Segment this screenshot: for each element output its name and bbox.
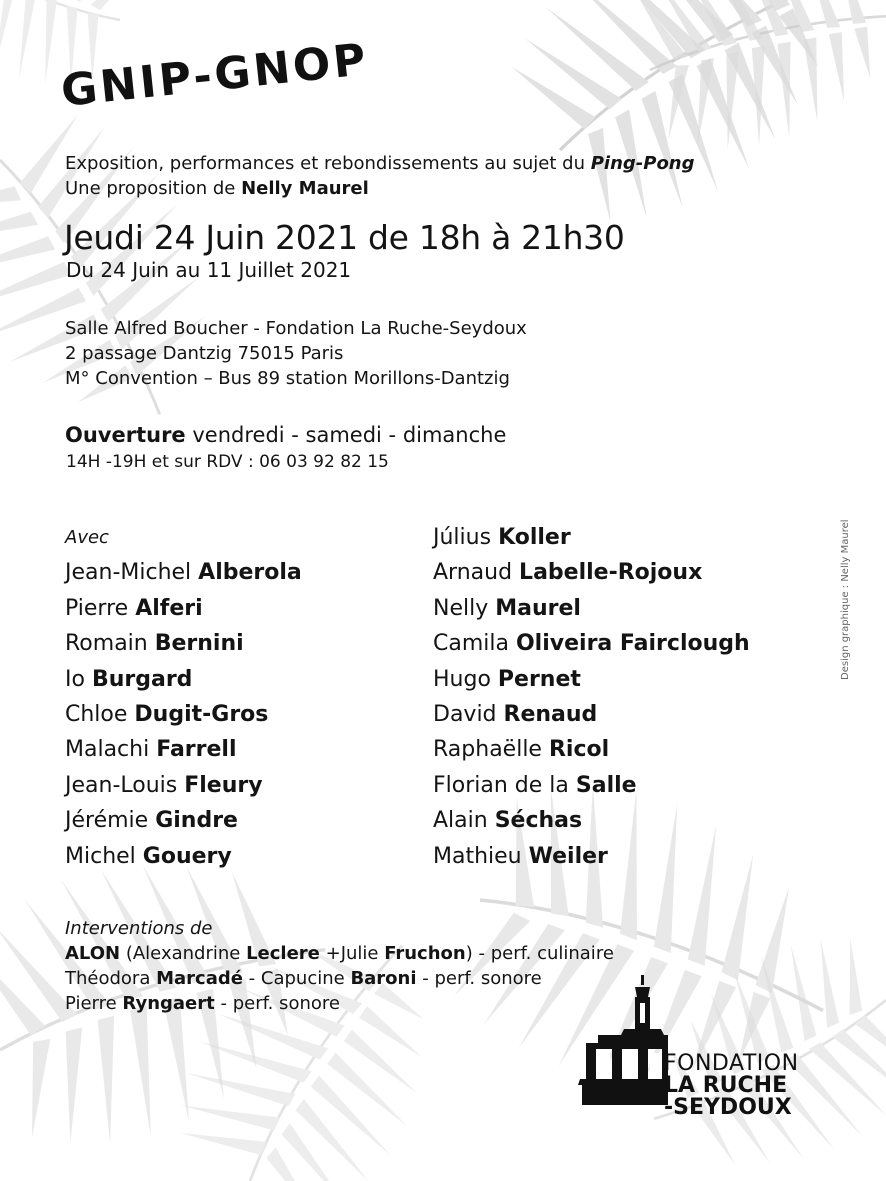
artist-list-item: Malachi Farrell: [65, 737, 237, 763]
artist-list-item: Nelly Maurel: [433, 595, 581, 621]
date-range: Du 24 Juin au 11 Juillet 2021: [66, 258, 352, 282]
curator-name: Nelly Maurel: [241, 178, 369, 199]
fondation-logo: [578, 975, 828, 1125]
logo-line-2: LA RUCHE: [664, 1073, 788, 1098]
opening-date: Jeudi 24 Juin 2021 de 18h à 21h30: [64, 218, 625, 257]
proposal-text: Une proposition de: [65, 178, 242, 199]
artist-list-item: Alain Séchas: [433, 808, 583, 834]
opening-days-text: vendredi - samedi - dimanche: [185, 423, 507, 447]
artist-list-item: Romain Bernini: [65, 631, 244, 657]
opening-hours: 14H -19H et sur RDV : 06 03 92 82 15: [66, 452, 389, 472]
artist-list-item: Hugo Pernet: [433, 666, 581, 692]
artist-list-item: Jean-Louis Fleury: [65, 772, 263, 798]
logo-line-1: FONDATION: [664, 1051, 799, 1076]
artist-list-item: David Renaud: [433, 702, 598, 728]
artist-list-item: Jean-Michel Alberola: [65, 560, 302, 586]
artists-heading: Avec: [65, 527, 109, 548]
venue-name: Salle Alfred Boucher - Fondation La Ruche-Seydoux: [65, 318, 527, 339]
logo-line-3: -SEYDOUX: [664, 1095, 792, 1120]
logo-text: [664, 1053, 799, 1119]
subtitle-line-1: [65, 151, 695, 176]
artist-list-item: Florian de la Salle: [433, 772, 637, 798]
subtitle: [65, 151, 695, 201]
interventions-block: [65, 916, 614, 1016]
intervention-line-3: Pierre Ryngaert - perf. sonore: [65, 993, 340, 1014]
artist-list-item: Raphaëlle Ricol: [433, 737, 610, 763]
interventions-heading: Interventions de: [65, 918, 213, 939]
street-address: 2 passage Dantzig 75015 Paris: [65, 343, 344, 364]
artist-list-item: Jérémie Gindre: [65, 808, 238, 834]
transport-info: M° Convention – Bus 89 station Morillons-Dantzig: [65, 368, 510, 389]
artist-list-item: Július Koller: [433, 525, 571, 550]
artist-list-item: Mathieu Weiler: [433, 843, 608, 869]
subtitle-line-2: [65, 176, 695, 201]
opening-days: [65, 423, 506, 447]
subtitle-text: Exposition, performances et rebondissements au sujet du: [65, 153, 591, 174]
artist-list-item: Michel Gouery: [65, 843, 232, 869]
artist-list-item: Io Burgard: [65, 666, 193, 692]
beehive-building-icon: [578, 975, 668, 1107]
intervention-line-1: ALON (Alexandrine Leclere +Julie Fruchon) - perf. culinaire: [65, 943, 614, 964]
address-block: [65, 316, 527, 391]
artist-list-item: Camila Oliveira Fairclough: [433, 631, 750, 657]
artist-list-item: Pierre Alferi: [65, 595, 203, 621]
subtitle-emphasis: Ping-Pong: [590, 153, 695, 174]
artist-list-column-1: [65, 520, 302, 874]
design-credit: Design graphique : Nelly Maurel: [840, 519, 851, 680]
intervention-line-2: Théodora Marcadé - Capucine Baroni - perf. sonore: [65, 968, 542, 989]
opening-label: Ouverture: [65, 423, 186, 447]
exhibition-title: GNIP-GNOP: [58, 34, 371, 117]
artist-list-item: Arnaud Labelle-Rojoux: [433, 560, 703, 586]
artist-list-item: Chloe Dugit-Gros: [65, 702, 269, 728]
artist-list-column-2: [433, 520, 750, 874]
